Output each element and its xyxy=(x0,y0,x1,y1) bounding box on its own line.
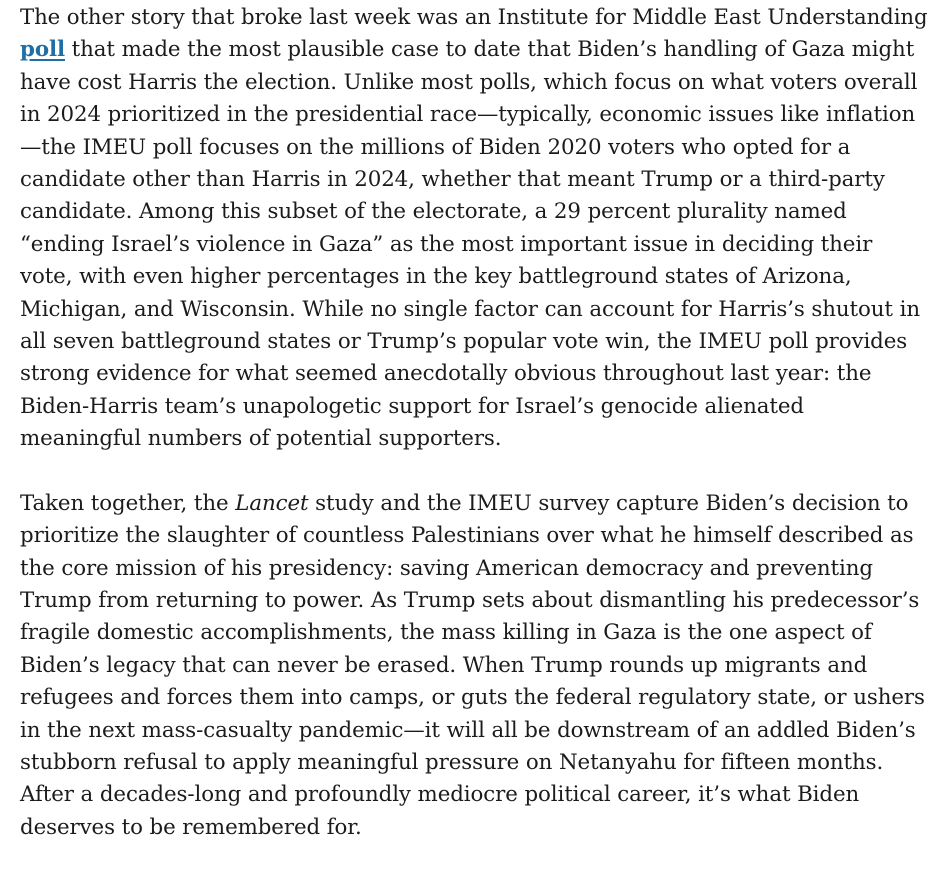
text-line: all seven battleground states or Trump’s popular vote win, the IMEU poll provides xyxy=(20,329,908,355)
text-line: candidate other than Harris in 2024, whether that meant Trump or a third-party xyxy=(20,167,885,193)
paragraph-imeu-poll xyxy=(20,2,930,456)
text-fragment: that made the most plausible case to date that Biden’s handling of Gaza might xyxy=(64,37,915,63)
text-line: Biden-Harris team’s unapologetic support for Israel’s genocide alienated xyxy=(20,393,804,419)
text-line: deserves to be remembered for. xyxy=(20,814,362,840)
text-line: stubborn refusal to apply meaningful pressure on Netanyahu for fifteen months. xyxy=(20,749,884,775)
text-line: in the next mass-casualty pandemic—it will all be downstream of an addled Biden’s xyxy=(20,717,916,743)
poll-link[interactable]: poll xyxy=(20,37,65,63)
text-line: Michigan, and Wisconsin. While no single factor can account for Harris’s shutout in xyxy=(20,296,920,322)
text-line: refugees and forces them into camps, or guts the federal regulatory state, or ushers xyxy=(20,685,925,711)
paragraph-lancet-conclusion xyxy=(20,488,930,844)
text-line: vote, with even higher percentages in the key battleground states of Arizona, xyxy=(20,264,852,290)
text-line: the core mission of his presidency: saving American democracy and preventing xyxy=(20,555,873,581)
article-body xyxy=(20,2,930,876)
text-line: have cost Harris the election. Unlike most polls, which focus on what voters overall xyxy=(20,69,918,95)
text-line: Trump from returning to power. As Trump sets about dismantling his predecessor’s xyxy=(20,587,920,613)
text-line: The other story that broke last week was an Institute for Middle East Understanding xyxy=(20,5,928,30)
text-line: —the IMEU poll focuses on the millions of Biden 2020 voters who opted for a xyxy=(20,134,851,160)
text-line: Biden’s legacy that can never be erased. When Trump rounds up migrants and xyxy=(20,652,868,678)
text-line xyxy=(20,488,928,520)
text-line: fragile domestic accomplishments, the mass killing in Gaza is the one aspect of xyxy=(20,620,872,646)
text-line: “ending Israel’s violence in Gaza” as the most important issue in deciding their xyxy=(20,231,873,257)
text-line: candidate. Among this subset of the electorate, a 29 percent plurality named xyxy=(20,199,847,225)
text-line: meaningful numbers of potential supporters. xyxy=(20,426,502,452)
text-line: in 2024 prioritized in the presidential race—typically, economic issues like inflation xyxy=(20,102,916,128)
text-fragment: Taken together, the xyxy=(20,490,236,516)
text-line xyxy=(20,34,928,66)
text-fragment: study and the IMEU survey capture Biden’s decision to xyxy=(308,490,909,516)
text-line: prioritize the slaughter of countless Palestinians over what he himself described as xyxy=(20,523,914,549)
lancet-italic: Lancet xyxy=(235,490,309,516)
text-line: strong evidence for what seemed anecdotally obvious throughout last year: the xyxy=(20,361,872,387)
text-line: After a decades-long and profoundly mediocre political career, it’s what Biden xyxy=(20,782,860,808)
